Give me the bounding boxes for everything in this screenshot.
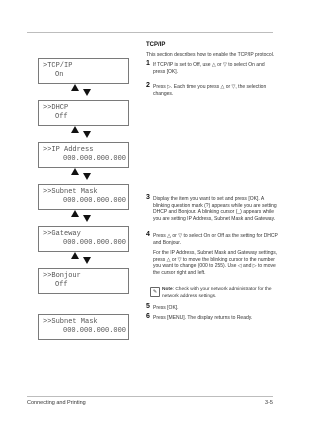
step-2: [146, 84, 278, 97]
up-arrow-icon: [71, 84, 79, 91]
lcd-line2: 000.000.000.000: [63, 155, 127, 163]
lcd-line1: >>Gateway: [43, 230, 81, 238]
lcd-line1: >>DHCP: [43, 104, 69, 112]
down-arrow-icon: [83, 89, 91, 96]
lcd-line2: Off: [55, 113, 68, 121]
bottom-rule: [27, 396, 273, 397]
top-rule: [27, 32, 273, 33]
up-arrow-icon: [71, 210, 79, 217]
up-down-arrows: [67, 252, 97, 266]
up-arrow-icon: [71, 168, 79, 175]
up-down-arrows: [67, 168, 97, 182]
step-4-continued: [146, 250, 278, 276]
lcd-panel-ip-address: [38, 142, 129, 168]
step-text: Display the item you want to set and press [OK]. A blinking question mark (?) appears while you are setting DHCP and Bonjour. A blinking cursor (_) appears while you are setting IP Address, Subnet Mask and Gateway.: [153, 196, 277, 222]
section-intro: This section describes how to enable the TCP/IP protocol.: [146, 52, 275, 58]
down-arrow-icon: [83, 173, 91, 180]
lcd-line2: 000.000.000.000: [63, 239, 127, 247]
step-number: 4: [146, 231, 150, 238]
step-6: [146, 315, 278, 322]
footer-chapter: Connecting and Printing: [27, 400, 86, 406]
step-number: 2: [146, 82, 150, 89]
step-3: [146, 196, 278, 222]
lcd-line2: On: [55, 71, 64, 79]
note-icon: ✎: [150, 287, 160, 297]
lcd-line2: 000.000.000.000: [63, 197, 127, 205]
lcd-panel-subnet-mask-cursor: [38, 314, 129, 340]
step-number: 3: [146, 194, 150, 201]
note-text: Check with your network administrator for the network address settings.: [162, 287, 272, 299]
lcd-line1: >>IP Address: [43, 146, 94, 154]
lcd-panel-gateway: [38, 226, 129, 252]
step-4: [146, 233, 278, 246]
up-down-arrows: [67, 84, 97, 98]
up-arrow-icon: [71, 252, 79, 259]
step-text: Press ▷. Each time you press △ or ▽, the selection changes.: [153, 84, 267, 97]
step-number: 6: [146, 313, 150, 320]
lcd-line1: >>Subnet Mask: [43, 188, 98, 196]
step-text: If TCP/IP is set to Off, use △ or ▽ to select On and press [OK].: [153, 62, 265, 75]
footer-page-number: 3-5: [265, 400, 273, 406]
lcd-line1: >TCP/IP: [43, 62, 73, 70]
up-down-arrows: [67, 210, 97, 224]
step-text: Press [OK].: [153, 305, 179, 311]
step-text: For the IP Address, Subnet Mask and Gateway settings, press △ or ▽ to move the blinking cursor to the number you want to change (000 to 255). Use ◁ and ▷ to move the cursor right and left.: [153, 250, 278, 276]
lcd-panel-tcpip: [38, 58, 129, 84]
step-number: 1: [146, 60, 150, 67]
note-label: Note: [162, 287, 173, 292]
step-text: Press △ or ▽ to select On or Off as the setting for DHCP and Bonjour.: [153, 233, 278, 246]
note-box: ✎ Note: Check with your network administrator for the network address settings.: [151, 287, 276, 300]
step-number: 5: [146, 303, 150, 310]
down-arrow-icon: [83, 131, 91, 138]
up-down-arrows: [67, 126, 97, 140]
lcd-line1: >>Subnet Mask: [43, 318, 98, 326]
lcd-panel-dhcp: [38, 100, 129, 126]
section-heading: TCP/IP: [146, 42, 166, 48]
down-arrow-icon: [83, 215, 91, 222]
lcd-line2: Off: [55, 281, 68, 289]
lcd-panel-bonjour: [38, 268, 129, 294]
down-arrow-icon: [83, 257, 91, 264]
lcd-line2: 000.000.000.000: [63, 327, 127, 335]
step-1: [146, 62, 278, 75]
step-5: [146, 305, 278, 312]
lcd-panel-subnet-mask: [38, 184, 129, 210]
lcd-line1: >>Bonjour: [43, 272, 81, 280]
up-arrow-icon: [71, 126, 79, 133]
step-text: Press [MENU]. The display returns to Ready.: [153, 315, 253, 321]
